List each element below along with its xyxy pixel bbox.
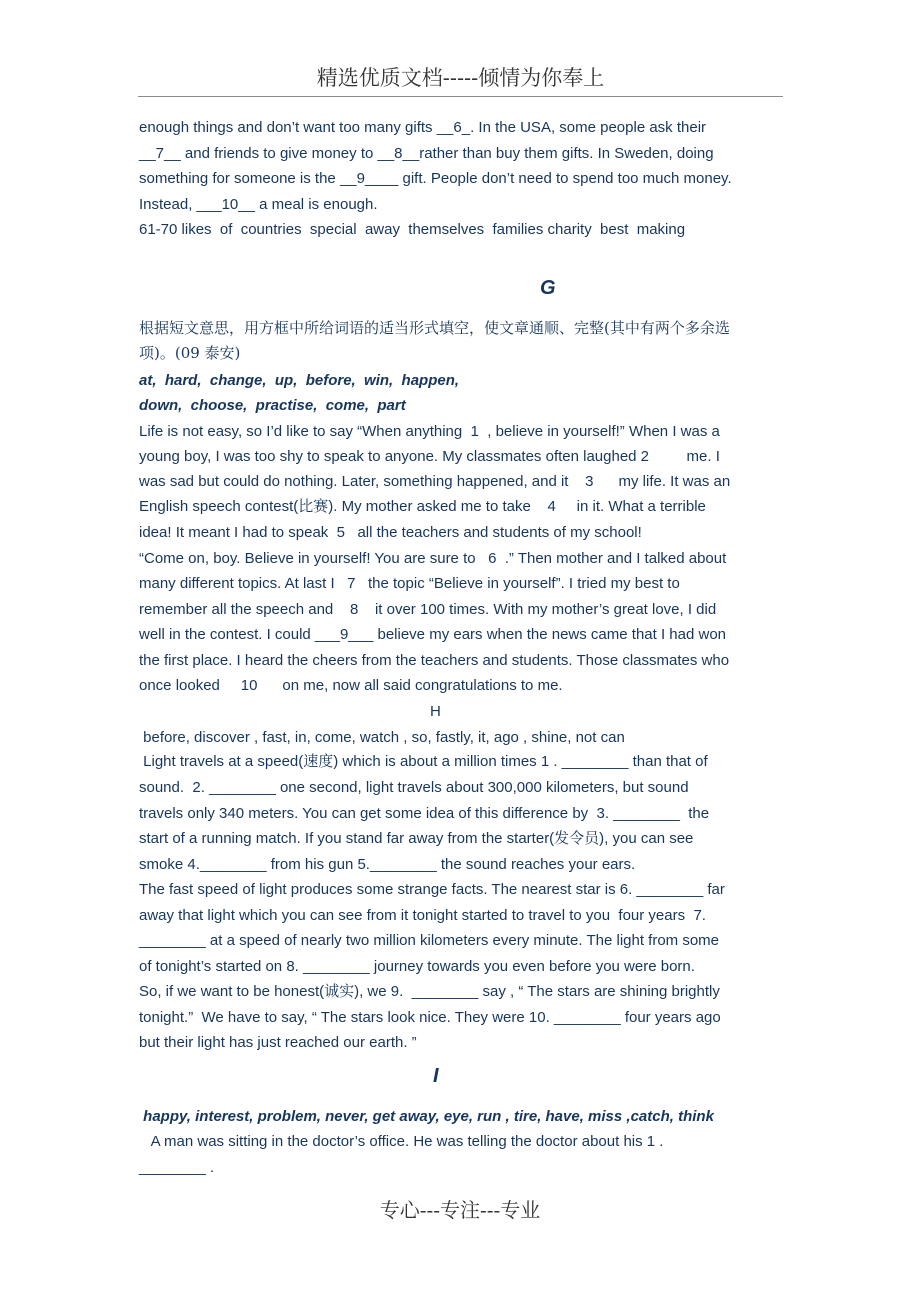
- text-line: __7__ and friends to give money to __8__rather than buy them gifts. In Sweden, doing: [139, 145, 714, 162]
- word-box-line: at, hard, change, up, before, win, happen,: [139, 372, 460, 389]
- word-box-line: down, choose, practise, come, part: [139, 397, 406, 414]
- passage-line: travels only 340 meters. You can get some idea of this difference by 3. ________ the: [139, 805, 710, 822]
- section-title-g: G: [540, 277, 556, 299]
- word-box-line: happy, interest, problem, never, get away, eye, run , tire, have, miss ,catch, think: [139, 1108, 714, 1125]
- passage-line: smoke 4.________ from his gun 5.________ the sound reaches your ears.: [139, 856, 636, 873]
- passage-line: was sad but could do nothing. Later, something happened, and it 3 my life. It was an: [139, 473, 731, 490]
- passage-line: remember all the speech and 8 it over 100 times. With my mother’s great love, I did: [139, 601, 717, 618]
- passage-line: Life is not easy, so I’d like to say “When anything 1 , believe in yourself!” When I was a: [139, 423, 720, 440]
- instruction-line: 根据短文意思，用方框中所给词语的适当形式填空，使文章通顺、完整(其中有两个多余选: [139, 319, 730, 337]
- passage-line: the first place. I heard the cheers from the teachers and students. Those classmates who: [139, 652, 730, 669]
- instruction-line: 项)。(09 泰安): [139, 344, 241, 362]
- answer-options-line: 61-70 likes of countries special away themselves families charity best making: [139, 221, 686, 238]
- passage-line: young boy, I was too shy to speak to anyone. My classmates often laughed 2 me. I: [139, 448, 720, 465]
- passage-line: tonight.” We have to say, “ The stars look nice. They were 10. ________ four years ago: [139, 1009, 721, 1026]
- passage-line: well in the contest. I could ___9___ believe my ears when the news came that I had won: [139, 626, 727, 643]
- passage-line: start of a running match. If you stand far away from the starter(发令员), you can see: [139, 830, 694, 847]
- passage-line: ________ .: [139, 1159, 215, 1176]
- section-title-h: H: [430, 703, 441, 720]
- word-box-line: before, discover , fast, in, come, watch , so, fastly, it, ago , shine, not can: [139, 729, 625, 746]
- passage-line: away that light which you can see from it tonight started to travel to you four years 7.: [139, 907, 706, 924]
- section-title-i: I: [433, 1065, 439, 1087]
- passage-line: ________ at a speed of nearly two million kilometers every minute. The light from some: [139, 932, 720, 949]
- text-line: Instead, ___10__ a meal is enough.: [139, 196, 378, 213]
- text-line: enough things and don’t want too many gifts __6_. In the USA, some people ask their: [139, 119, 707, 136]
- passage-line: So, if we want to be honest(诚实), we 9. ________ say , “ The stars are shining brightly: [139, 983, 720, 1000]
- passage-line: sound. 2. ________ one second, light travels about 300,000 kilometers, but sound: [139, 779, 689, 796]
- passage-line: but their light has just reached our earth. ”: [139, 1034, 417, 1051]
- passage-line: The fast speed of light produces some strange facts. The nearest star is 6. ________ far: [139, 881, 725, 898]
- passage-line: English speech contest(比赛). My mother asked me to take 4 in it. What a terrible: [139, 498, 706, 515]
- passage-line: many different topics. At last I 7 the topic “Believe in yourself”. I tried my best to: [139, 575, 680, 592]
- passage-line: Light travels at a speed(速度) which is about a million times 1 . ________ than that of: [139, 753, 708, 770]
- page-footer: 专心---专注---专业: [379, 1198, 541, 1222]
- passage-line: of tonight’s started on 8. ________ journey towards you even before you were born.: [139, 958, 695, 975]
- text-line: something for someone is the __9____ gift. People don’t need to spend too much money.: [139, 170, 732, 187]
- passage-line: “Come on, boy. Believe in yourself! You are sure to 6 .” Then mother and I talked about: [139, 550, 727, 567]
- passage-line: idea! It meant I had to speak 5 all the teachers and students of my school!: [139, 524, 642, 541]
- passage-line: A man was sitting in the doctor’s office. He was telling the doctor about his 1 .: [139, 1133, 664, 1150]
- passage-line: once looked 10 on me, now all said congratulations to me.: [139, 677, 563, 694]
- page-header: 精选优质文档-----倾情为你奉上: [138, 64, 783, 97]
